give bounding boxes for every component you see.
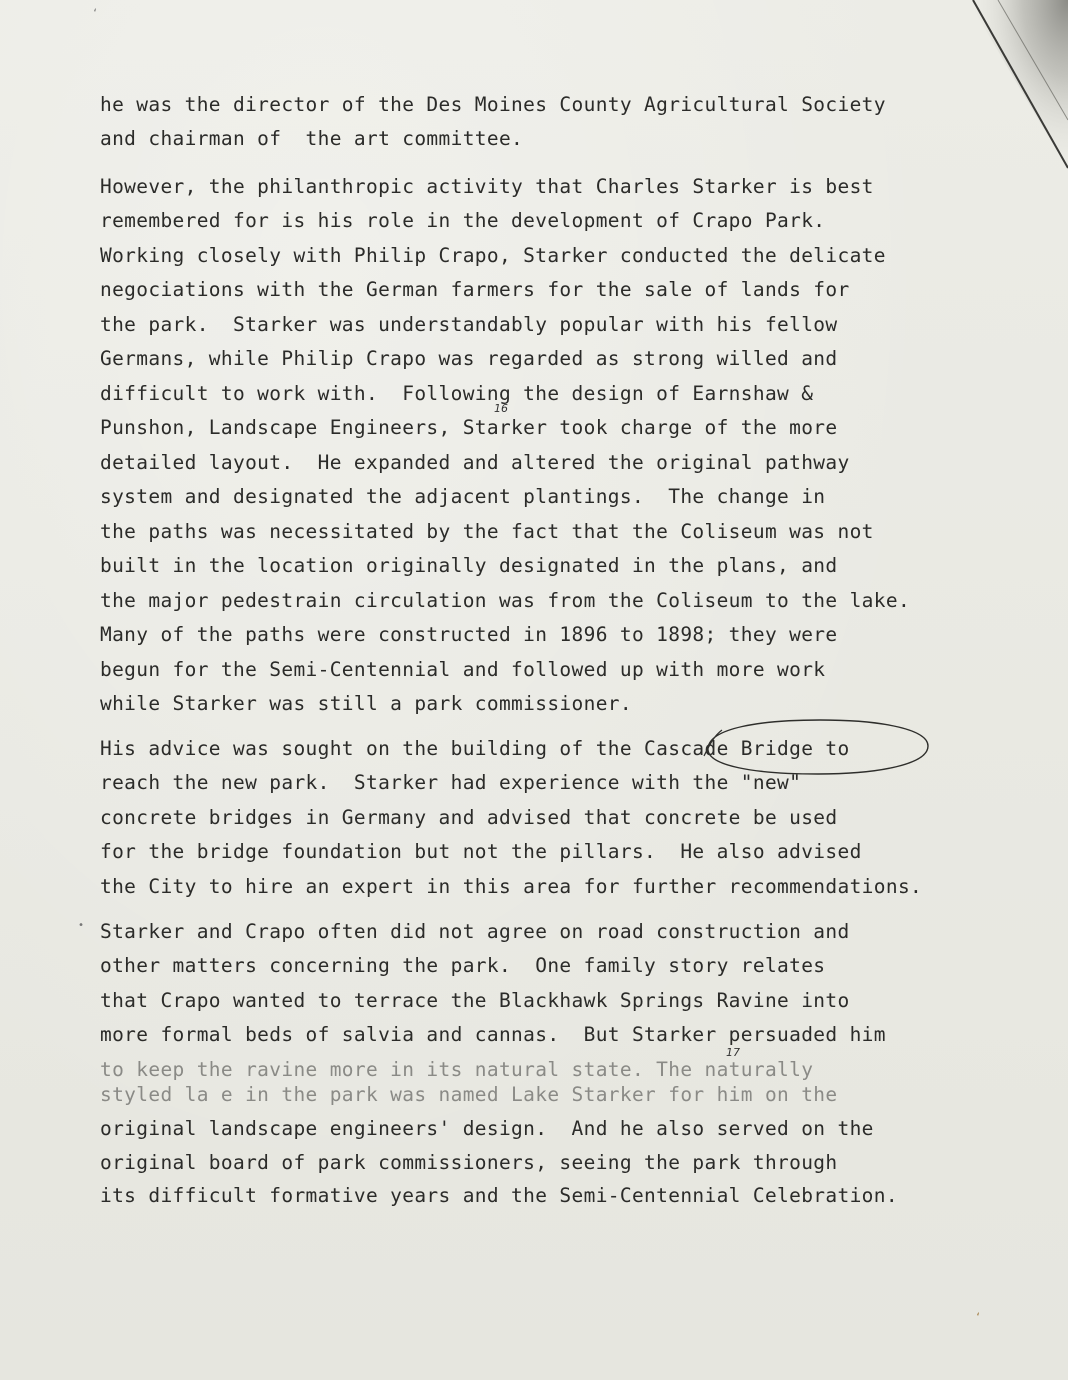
text-line: other matters concerning the park. One family story relates: [100, 954, 826, 977]
text-line: the City to hire an expert in this area for further recommendations.: [100, 875, 923, 898]
footnote-marker: 17: [726, 1046, 740, 1059]
text-line: difficult to work with. Following the design of Earnshaw &: [100, 382, 814, 405]
text-line: the park. Starker was understandably popular with his fellow: [100, 313, 838, 336]
text-line: His advice was sought on the building of the Cascade Bridge to: [100, 737, 850, 760]
text-line: begun for the Semi-Centennial and followed up with more work: [100, 658, 826, 681]
text-line: original landscape engineers' design. And he also served on the: [100, 1117, 874, 1140]
text-line: he was the director of the Des Moines County Agricultural Society: [100, 93, 886, 116]
footnote-marker: 16: [494, 402, 508, 415]
text-line: Punshon, Landscape Engineers, Starker took charge of the more: [100, 416, 838, 439]
text-line: Many of the paths were constructed in 1896 to 1898; they were: [100, 623, 838, 646]
text-line: Germans, while Philip Crapo was regarded as strong willed and: [100, 347, 838, 370]
text-line: remembered for is his role in the development of Crapo Park.: [100, 209, 826, 232]
scan-speck: ‘: [92, 8, 99, 19]
text-line: reach the new park. Starker had experience with the "new": [100, 771, 802, 794]
text-line: more formal beds of salvia and cannas. But Starker persuaded him: [100, 1023, 886, 1046]
text-line: that Crapo wanted to terrace the Blackhawk Springs Ravine into: [100, 989, 850, 1012]
text-line: detailed layout. He expanded and altered the original pathway: [100, 451, 850, 474]
text-line: the paths was necessitated by the fact that the Coliseum was not: [100, 520, 874, 543]
text-line: while Starker was still a park commissioner.: [100, 692, 632, 715]
text-line: Working closely with Philip Crapo, Starker conducted the delicate: [100, 244, 886, 267]
text-line: and chairman of the art committee.: [100, 127, 524, 150]
text-line: However, the philanthropic activity that Charles Starker is best: [100, 175, 874, 198]
text-line: built in the location originally designated in the plans, and: [100, 554, 838, 577]
scan-corner-smudge: [878, 0, 1068, 190]
text-line: concrete bridges in Germany and advised that concrete be used: [100, 806, 838, 829]
scan-speck: •: [78, 920, 85, 931]
text-line: the major pedestrain circulation was from the Coliseum to the lake.: [100, 589, 911, 612]
text-line: styled la e in the park was named Lake Starker for him on the: [100, 1083, 838, 1106]
text-line: original board of park commissioners, seeing the park through: [100, 1151, 838, 1174]
text-line: to keep the ravine more in its natural state. The naturally: [100, 1058, 814, 1081]
scan-speck: ‘: [975, 1312, 982, 1323]
text-line: negociations with the German farmers for the sale of lands for: [100, 278, 850, 301]
text-line: system and designated the adjacent plantings. The change in: [100, 485, 826, 508]
text-line: Starker and Crapo often did not agree on road construction and: [100, 920, 850, 943]
text-line: its difficult formative years and the Semi-Centennial Celebration.: [100, 1184, 898, 1207]
text-line: for the bridge foundation but not the pillars. He also advised: [100, 840, 862, 863]
